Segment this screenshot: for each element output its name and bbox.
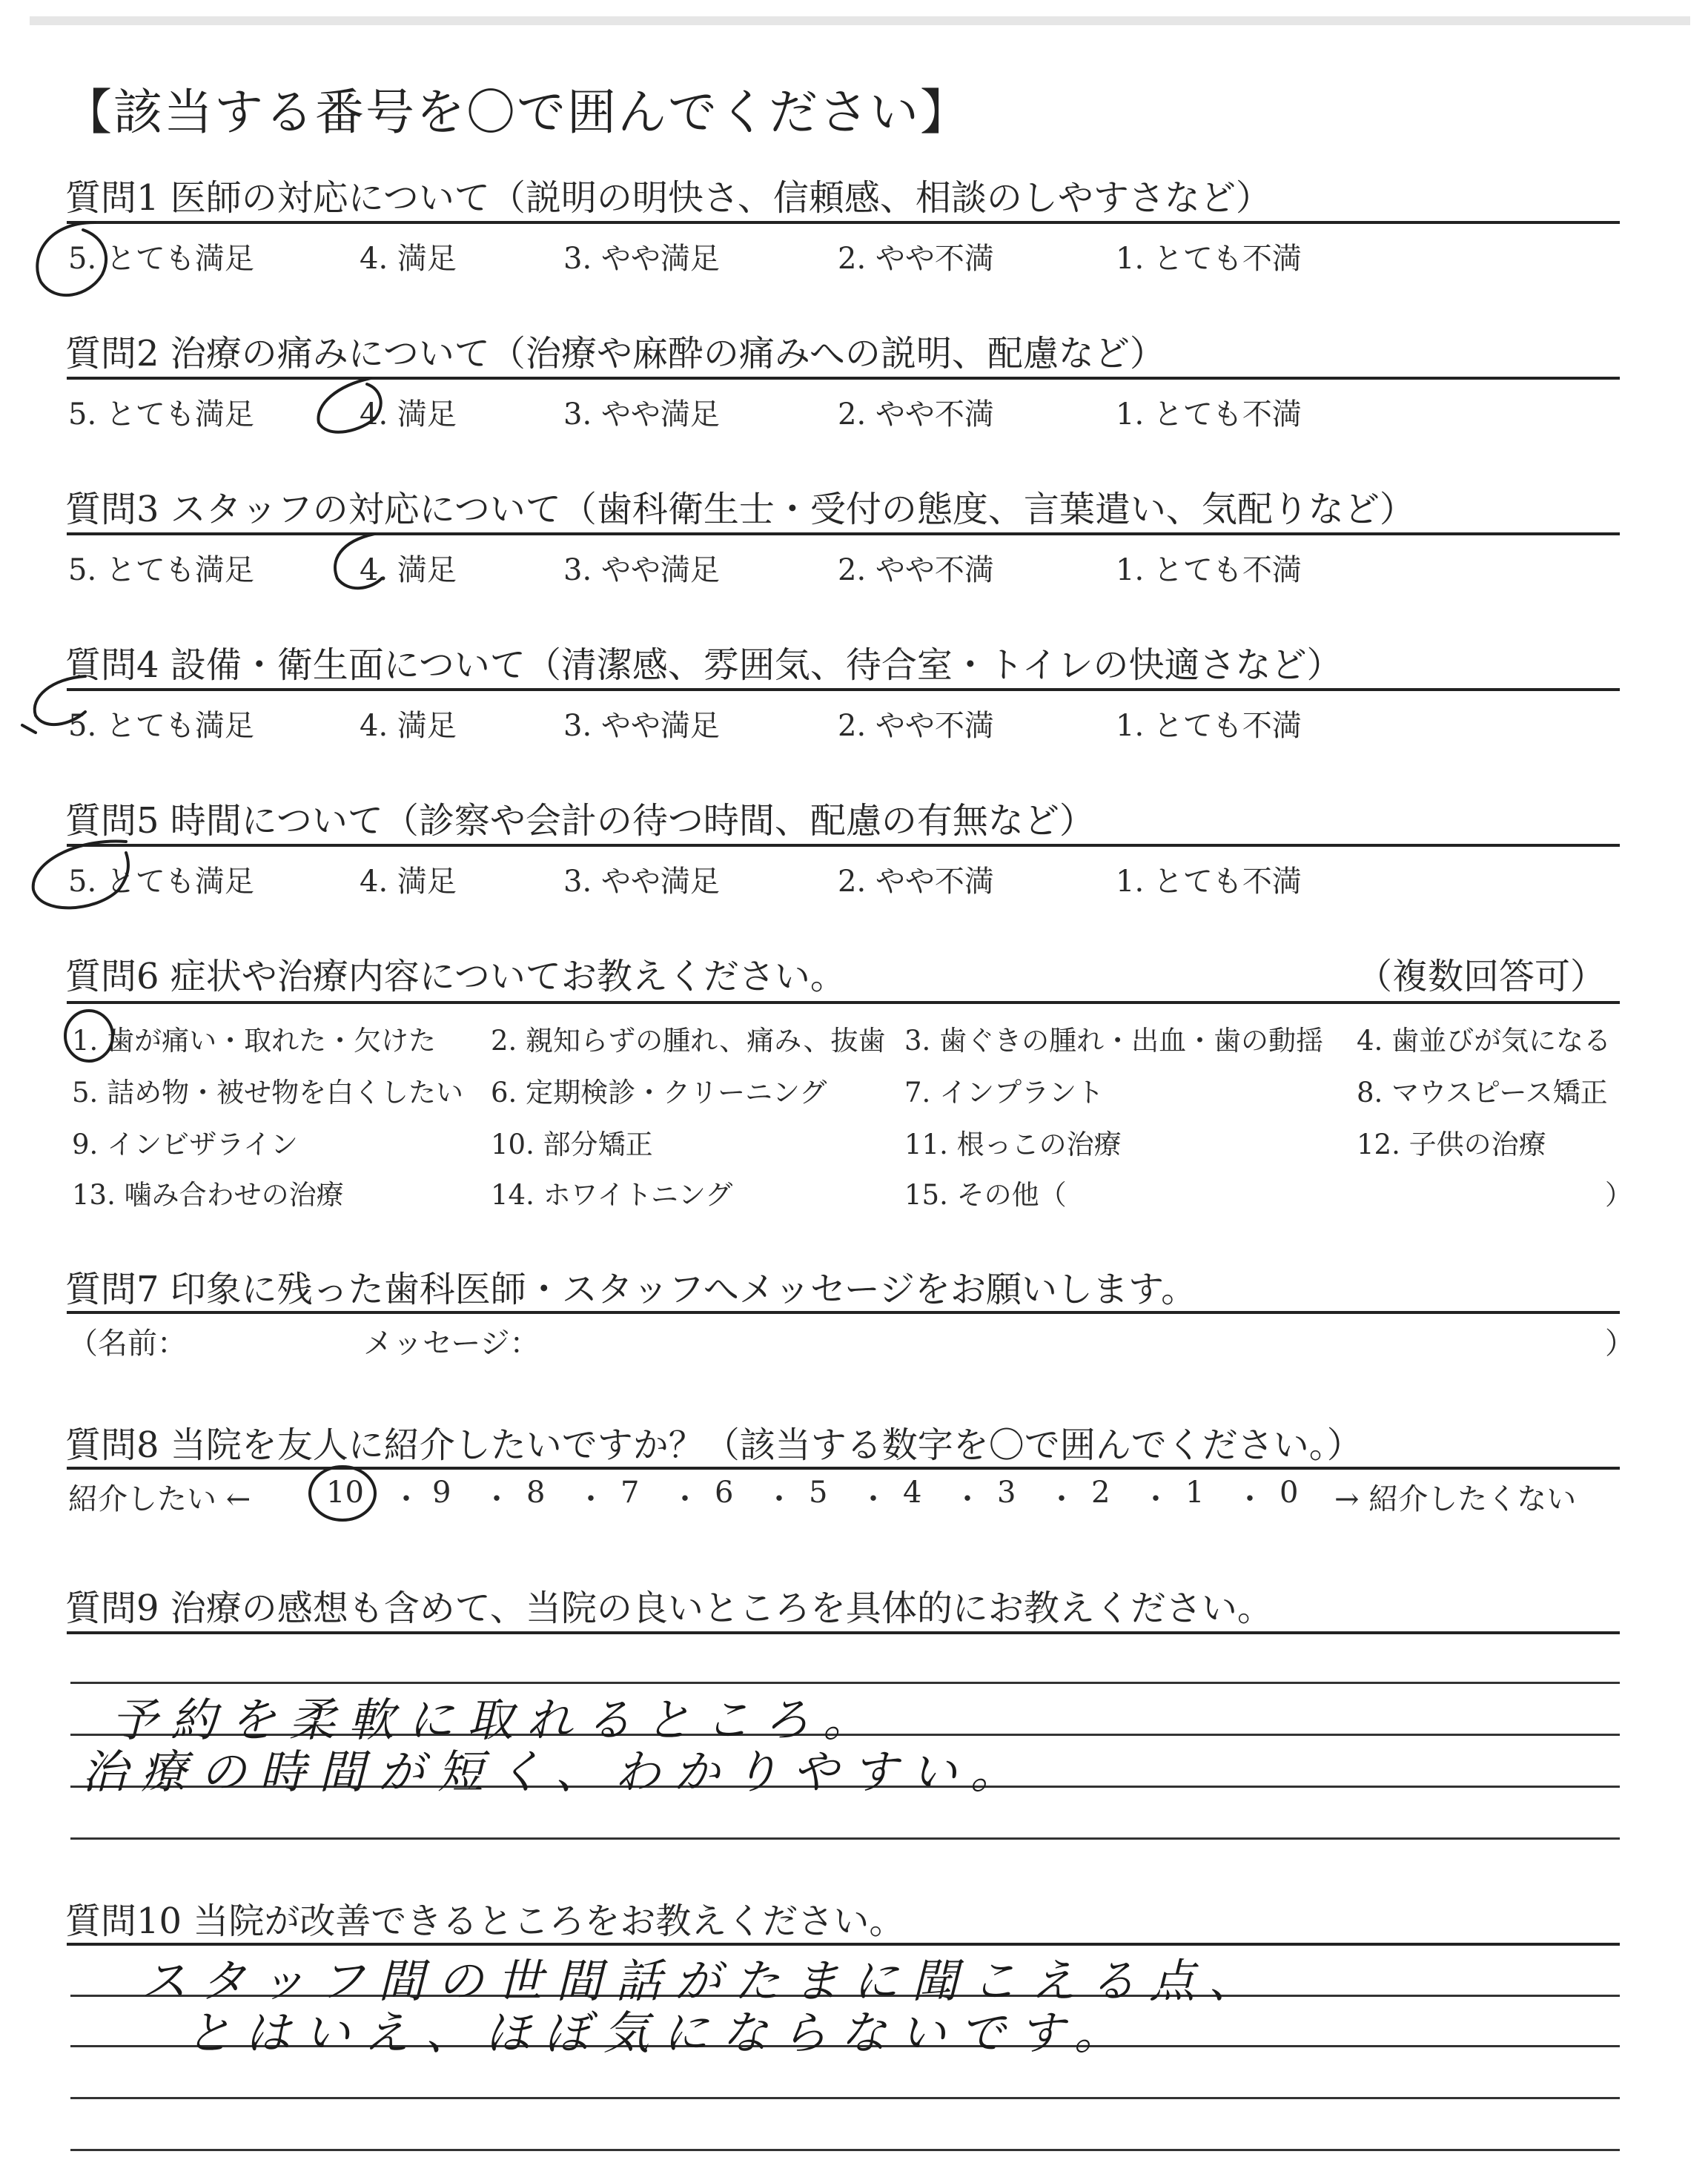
q9-answer-line	[70, 1837, 1620, 1840]
q4-option-3[interactable]: 3. やや満足	[563, 709, 720, 743]
q5-option-3[interactable]: 3. やや満足	[563, 865, 720, 899]
q2-option-5[interactable]: 5. とても満足	[68, 397, 254, 432]
q6-other-close-paren: ）	[1605, 1179, 1632, 1211]
question-9-label: 質問9 治療の感想も含めて、当院の良いところを具体的にお教えください。	[65, 1588, 1273, 1629]
q1-option-3[interactable]: 3. やや満足	[563, 242, 720, 276]
q8-value-8[interactable]: 8	[526, 1476, 546, 1510]
q3-option-2[interactable]: 2. やや不満	[838, 553, 994, 587]
q2-option-4[interactable]: 4. 満足	[360, 397, 457, 432]
question-4-rule	[67, 688, 1620, 691]
question-4-label: 質問4 設備・衛生面について（清潔感、雰囲気、待合室・トイレの快適さなど）	[65, 644, 1343, 686]
q10-answer-line	[70, 2097, 1620, 2099]
q10-answer-line-1[interactable]: スタッフ間の世間話がたまに聞こえる点、	[141, 1954, 1268, 2008]
q8-dot: ・	[670, 1482, 700, 1516]
q1-option-4[interactable]: 4. 満足	[360, 242, 457, 276]
q6-option-8[interactable]: 8. マウスピース矯正	[1357, 1077, 1608, 1109]
q8-scale-row	[68, 1476, 251, 1518]
q7-name-label: （名前：	[68, 1327, 187, 1361]
q5-option-2[interactable]: 2. やや不満	[838, 865, 994, 899]
q6-option-1[interactable]: 1. 歯が痛い・取れた・欠けた	[72, 1025, 437, 1057]
q8-value-4[interactable]: 4	[903, 1476, 922, 1510]
q3-option-5[interactable]: 5. とても満足	[68, 553, 254, 587]
q6-option-12[interactable]: 12. 子供の治療	[1357, 1129, 1546, 1160]
q6-option-5[interactable]: 5. 詰め物・被せ物を白くしたい	[72, 1077, 464, 1109]
q7-message-label: メッセージ：	[363, 1327, 540, 1361]
q6-option-3[interactable]: 3. 歯ぐきの腫れ・出血・歯の動揺	[904, 1025, 1324, 1057]
q6-option-7[interactable]: 7. インプラント	[904, 1077, 1105, 1109]
question-1-rule	[67, 221, 1620, 224]
q4-option-5[interactable]: 5. とても満足	[68, 709, 254, 743]
q2-option-2[interactable]: 2. やや不満	[838, 397, 994, 432]
q6-option-9[interactable]: 9. インビザライン	[72, 1129, 298, 1160]
q8-dot: ・	[764, 1482, 794, 1516]
question-6-label: 質問6 症状や治療内容についてお教えください。	[65, 956, 846, 997]
question-8-label: 質問8 当院を友人に紹介したいですか？（該当する数字を〇で囲んでください。）	[65, 1424, 1363, 1466]
question-6-rule	[67, 1001, 1620, 1004]
q1-option-2[interactable]: 2. やや不満	[838, 242, 994, 276]
q8-value-3[interactable]: 3	[997, 1476, 1016, 1510]
q6-option-6[interactable]: 6. 定期検診・クリーニング	[491, 1077, 827, 1109]
q8-dot: ・	[391, 1482, 421, 1516]
q8-dot: ・	[1235, 1482, 1265, 1516]
question-5-label: 質問5 時間について（診察や会計の待つ時間、配慮の有無など）	[65, 800, 1095, 842]
q6-option-13[interactable]: 13. 噛み合わせの治療	[72, 1179, 344, 1211]
q6-option-4[interactable]: 4. 歯並びが気になる	[1357, 1025, 1612, 1057]
q5-option-1[interactable]: 1. とても不満	[1116, 865, 1302, 899]
q8-dot: ・	[576, 1482, 606, 1516]
q8-value-6[interactable]: 6	[715, 1476, 734, 1510]
q8-value-2[interactable]: 2	[1091, 1476, 1110, 1510]
question-6-note: （複数回答可）	[1357, 956, 1606, 997]
q8-left-label: 紹介したい ←	[68, 1482, 251, 1516]
question-2-rule	[67, 377, 1620, 380]
q5-option-5[interactable]: 5. とても満足	[68, 865, 254, 899]
q10-answer-line	[70, 2149, 1620, 2151]
q10-answer-line-2[interactable]: とはいえ、ほぼ気にならないです。	[185, 2006, 1133, 2060]
question-3-label: 質問3 スタッフの対応について（歯科衛生士・受付の態度、言葉遣い、気配りなど）	[65, 489, 1415, 530]
q1-option-5[interactable]: 5. とても満足	[68, 242, 254, 276]
q9-answer-line-2[interactable]: 治療の時間が短く、わかりやすい。	[82, 1745, 1030, 1799]
q8-value-5[interactable]: 5	[809, 1476, 828, 1510]
question-8-rule	[67, 1467, 1620, 1470]
q8-value-7[interactable]: 7	[620, 1476, 640, 1510]
q6-option-11[interactable]: 11. 根っこの治療	[904, 1129, 1122, 1160]
q6-option-2[interactable]: 2. 親知らずの腫れ、痛み、抜歯	[491, 1025, 886, 1057]
q8-dot: ・	[858, 1482, 888, 1516]
q6-option-15[interactable]: 15. その他（	[904, 1179, 1067, 1211]
q8-dot: ・	[953, 1482, 982, 1516]
instruction-heading: 【該当する番号を〇で囲んでください】	[63, 84, 970, 141]
q8-value-1[interactable]: 1	[1185, 1476, 1205, 1510]
q6-option-10[interactable]: 10. 部分矯正	[491, 1129, 653, 1160]
q8-dot: ・	[1141, 1482, 1171, 1516]
q6-option-14[interactable]: 14. ホワイトニング	[491, 1179, 733, 1211]
question-7-label: 質問7 印象に残った歯科医師・スタッフへメッセージをお願いします。	[65, 1269, 1197, 1310]
q8-value-9[interactable]: 9	[432, 1476, 451, 1510]
q3-option-3[interactable]: 3. やや満足	[563, 553, 720, 587]
scan-top-edge	[30, 16, 1690, 25]
question-2-label: 質問2 治療の痛みについて（治療や麻酔の痛みへの説明、配慮など）	[65, 333, 1165, 374]
q8-dot: ・	[482, 1482, 512, 1516]
question-5-rule	[67, 844, 1620, 847]
question-1-label: 質問1 医師の対応について（説明の明快さ、信頼感、相談のしやすさなど）	[65, 177, 1271, 219]
q8-value-10[interactable]: 10	[326, 1476, 364, 1510]
q8-right-label: → 紹介したくない	[1334, 1482, 1577, 1516]
question-3-rule	[67, 532, 1620, 535]
q9-answer-line-1[interactable]: 予約を柔軟に取れるところ。	[111, 1693, 883, 1747]
q1-option-1[interactable]: 1. とても不満	[1116, 242, 1302, 276]
q8-dot: ・	[1047, 1482, 1076, 1516]
q7-close-paren: ）	[1605, 1327, 1635, 1361]
q2-option-3[interactable]: 3. やや満足	[563, 397, 720, 432]
q4-option-4[interactable]: 4. 満足	[360, 709, 457, 743]
question-10-label: 質問10 当院が改善できるところをお教えください。	[65, 1900, 905, 1942]
q2-option-1[interactable]: 1. とても不満	[1116, 397, 1302, 432]
q8-value-0[interactable]: 0	[1280, 1476, 1299, 1510]
question-7-rule	[67, 1311, 1620, 1314]
question-9-rule	[67, 1631, 1620, 1634]
q4-option-2[interactable]: 2. やや不満	[838, 709, 994, 743]
q4-option-1[interactable]: 1. とても不満	[1116, 709, 1302, 743]
q3-option-4[interactable]: 4. 満足	[360, 553, 457, 587]
q5-option-4[interactable]: 4. 満足	[360, 865, 457, 899]
q3-option-1[interactable]: 1. とても不満	[1116, 553, 1302, 587]
